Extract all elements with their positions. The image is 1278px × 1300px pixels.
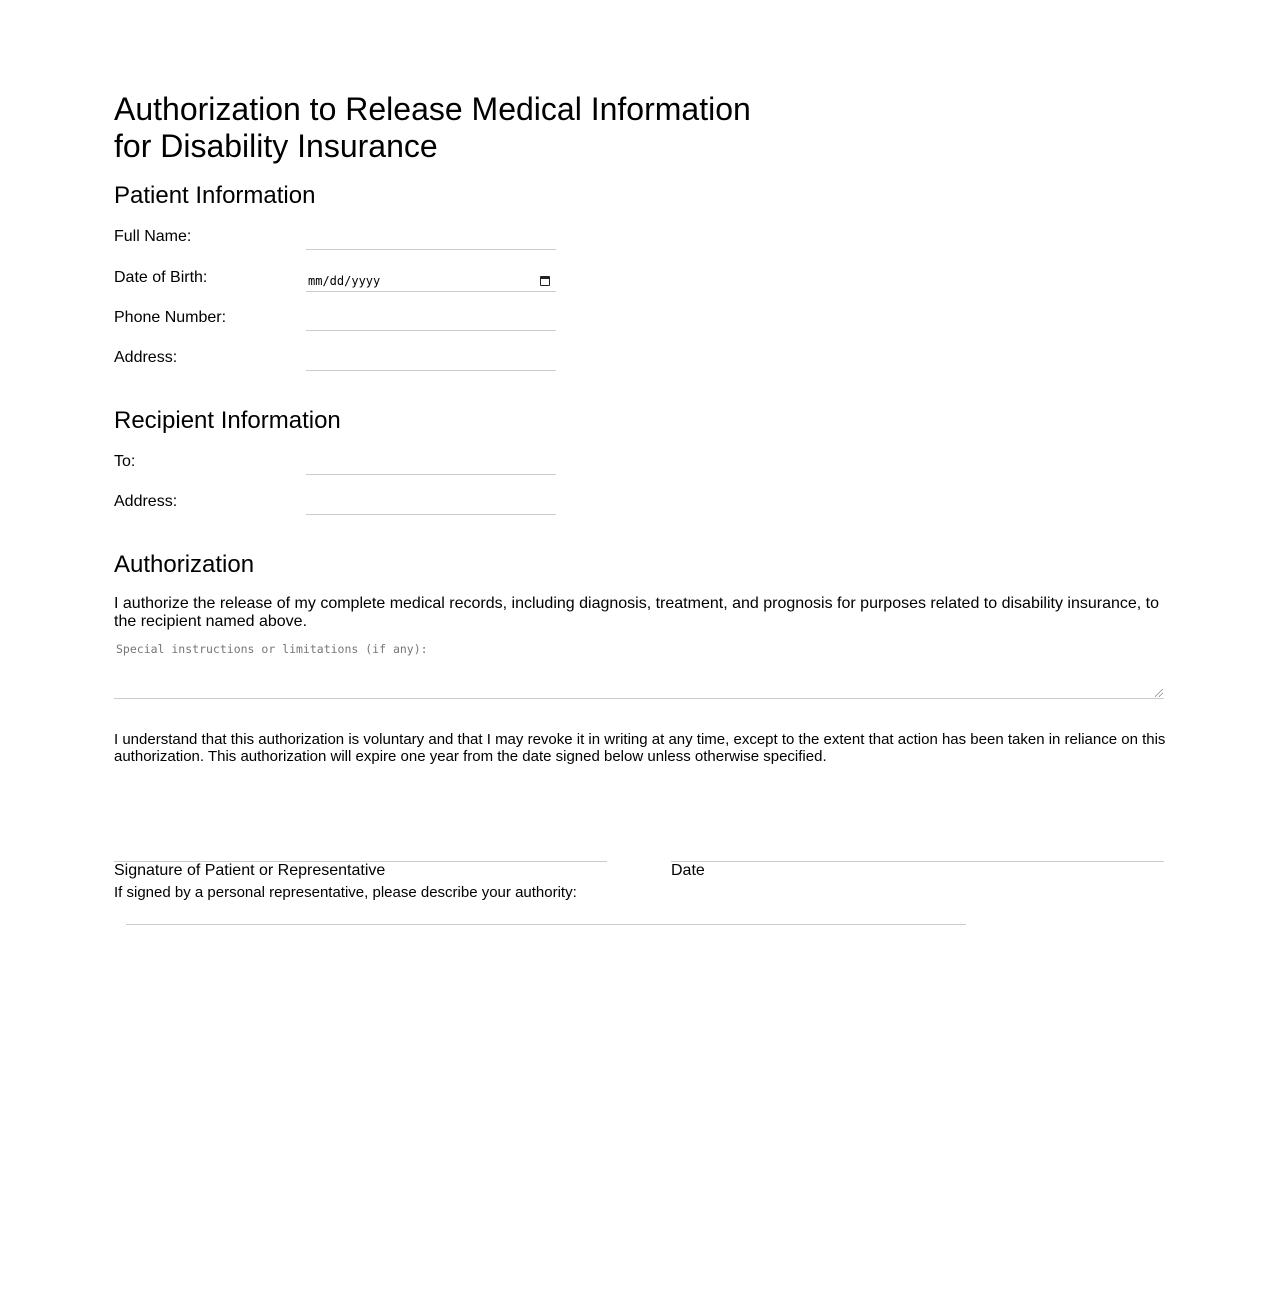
title-line-1: Authorization to Release Medical Information xyxy=(114,91,751,127)
voluntary-statement: I understand that this authorization is voluntary and that I may revoke it in writing at any time, except to the extent that action has been taken in reliance on this authorization. This authorization will expire one year from the date signed below unless otherwise specified. xyxy=(114,731,1166,765)
special-instructions-textarea[interactable] xyxy=(114,638,1164,699)
date-line[interactable] xyxy=(671,861,1164,862)
phone-number-input[interactable] xyxy=(306,309,556,331)
calendar-icon[interactable] xyxy=(540,276,550,286)
signature-label: Signature of Patient or Representative xyxy=(114,862,386,879)
special-instructions-placeholder: Special instructions or limitations (if any): xyxy=(116,642,428,656)
recipient-address-input[interactable] xyxy=(306,493,556,515)
date-placeholder: mm/dd/yyyy xyxy=(308,273,381,288)
recipient-address-label: Address: xyxy=(114,493,178,510)
date-of-birth-input[interactable] xyxy=(306,270,556,292)
resize-grip-icon[interactable] xyxy=(1155,689,1163,697)
full-name-input[interactable] xyxy=(306,228,556,250)
title-line-2: for Disability Insurance xyxy=(114,128,438,164)
authorization-heading: Authorization xyxy=(114,551,255,578)
authorization-statement: I authorize the release of my complete medical records, including diagnosis, treatment, and prognosis for purposes related to disability insurance, to the recipient named above. xyxy=(114,595,1159,630)
representative-authority-line[interactable] xyxy=(126,924,966,925)
patient-information-heading: Patient Information xyxy=(114,182,316,209)
phone-number-label: Phone Number: xyxy=(114,309,227,326)
date-of-birth-label: Date of Birth: xyxy=(114,269,208,286)
representative-authority-prompt: If signed by a personal representative, please describe your authority: xyxy=(114,884,577,901)
page-title xyxy=(114,91,814,165)
recipient-to-input[interactable] xyxy=(306,453,556,475)
patient-address-label: Address: xyxy=(114,349,178,366)
patient-address-input[interactable] xyxy=(306,349,556,371)
recipient-to-label: To: xyxy=(114,453,136,470)
full-name-label: Full Name: xyxy=(114,228,192,245)
date-label: Date xyxy=(671,862,705,879)
recipient-information-heading: Recipient Information xyxy=(114,407,341,434)
